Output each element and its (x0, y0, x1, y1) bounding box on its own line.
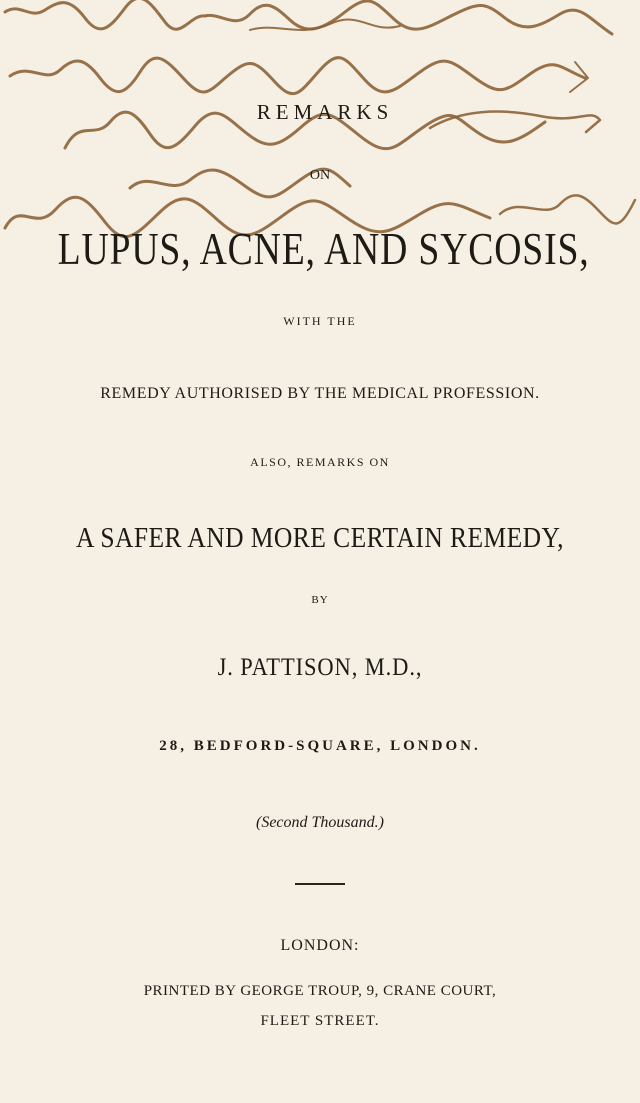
imprint-city: LONDON: (280, 937, 360, 954)
imprint-street: FLEET STREET. (260, 1013, 380, 1029)
by-line: BY (311, 594, 329, 606)
remarks-heading: REMARKS (256, 100, 394, 124)
main-title: LUPUS, ACNE, AND SYCOSIS, (57, 223, 590, 274)
handwritten-inscription (0, 0, 640, 260)
also-remarks-line: ALSO, REMARKS ON (250, 455, 390, 469)
on-word: ON (309, 168, 331, 183)
divider-rule (295, 883, 345, 885)
remedy-line: REMEDY AUTHORISED BY THE MEDICAL PROFESSION. (100, 385, 540, 402)
with-the-line: WITH THE (283, 314, 357, 328)
edition-note: (Second Thousand.) (256, 814, 384, 831)
author-name: J. PATTISON, M.D., (217, 654, 423, 681)
imprint-printer: PRINTED BY GEORGE TROUP, 9, CRANE COURT, (143, 983, 497, 999)
author-address: 28, BEDFORD-SQUARE, LONDON. (159, 738, 481, 754)
safer-remedy-title: A SAFER AND MORE CERTAIN REMEDY, (76, 522, 564, 554)
